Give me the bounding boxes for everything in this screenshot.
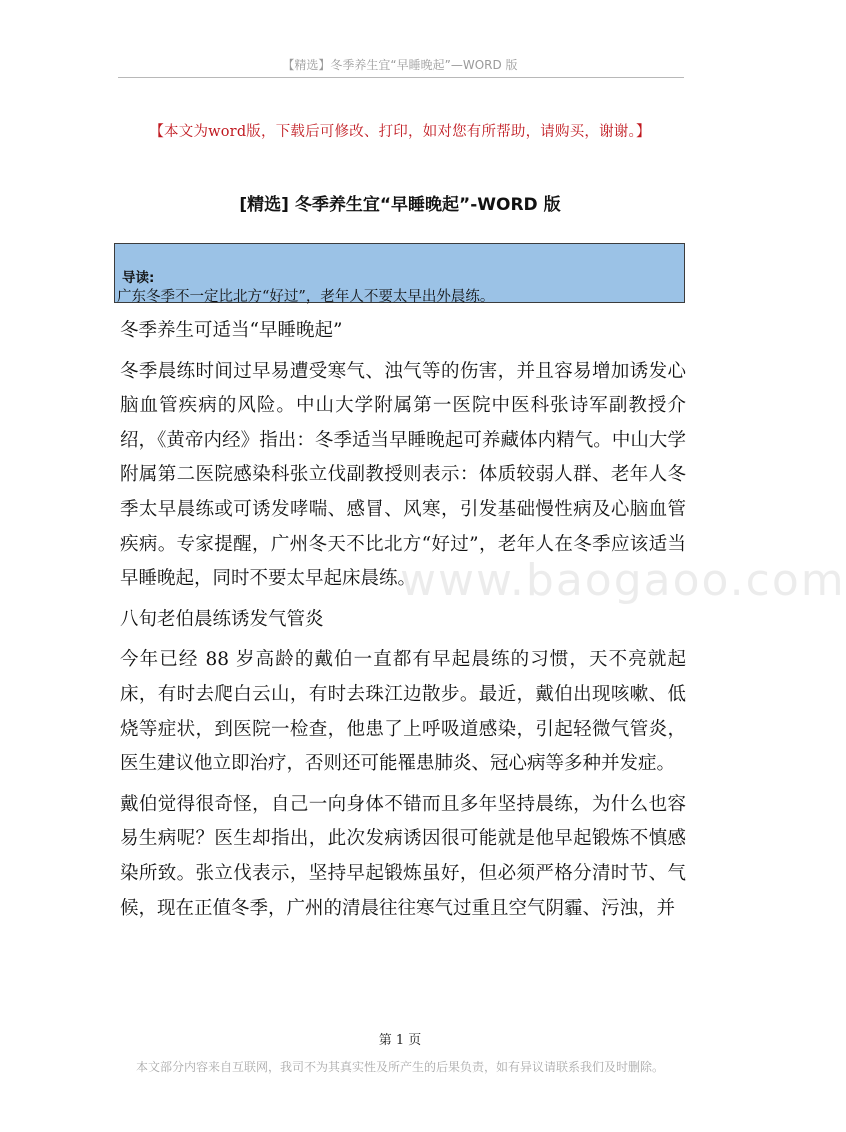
intro-box [114, 243, 685, 303]
intro-text: 广东冬季不一定比北方“好过”，老年人不要太早出外晨练。 [117, 289, 495, 305]
document-body [120, 314, 686, 926]
watermark: www.baogaoo.com [400, 555, 846, 606]
document-title: [精选] 冬季养生宜“早睡晚起”-WORD 版 [239, 195, 561, 215]
body-paragraph: 今年已经 88 岁高龄的戴伯一直都有早起晨练的习惯，天不亮就起床，有时去爬白云山，有时去珠江边散步。最近，戴伯出现咳嗽、低烧等症状，到医院一检查，他患了上呼吸道感染，引起轻微气管炎，医生建议他立即治疗，否则还可能罹患肺炎、冠心病等多种并发症。 [120, 649, 686, 775]
section-heading: 冬季养生可适当“早睡晚起” [120, 320, 343, 341]
running-header: 【精选】冬季养生宜“早睡晚起”—WORD 版 [282, 58, 518, 72]
purchase-notice: 【本文为word版，下载后可修改、打印，如对您有所帮助，请购买，谢谢。】 [149, 124, 651, 140]
intro-label: 导读: [122, 270, 155, 286]
footer-disclaimer: 本文部分内容来自互联网，我司不为其真实性及所产生的后果负责，如有异议请联系我们及时删除。 [135, 1060, 664, 1074]
body-paragraph: 戴伯觉得很奇怪，自己一向身体不错而且多年坚持晨练，为什么也容易生病呢？医生却指出，此次发病诱因很可能就是他早起锻炼不慎感染所致。张立伐表示，坚持早起锻炼虽好，但必须严格分清时节、气候，现在正值冬季，广州的清晨往往寒气过重且空气阴霾、污浊，并 [120, 793, 686, 919]
body-paragraph: 冬季晨练时间过早易遭受寒气、浊气等的伤害，并且容易增加诱发心脑血管疾病的风险。中山大学附属第一医院中医科张诗军副教授介绍，《黄帝内经》指出：冬季适当早睡晚起可养藏体内精气。中山大学附属第二医院感染科张立伐副教授则表示：体质较弱人群、老年人冬季太早晨练或可诱发哮喘、感冒、风寒，引发基础慢性病及心脑血管疾病。专家提醒，广州冬天不比北方“好过”，老年人在冬季应该适当早睡晚起，同时不要太早起床晨练。 [120, 360, 686, 590]
header-divider [118, 77, 684, 78]
page-number: 第 1 页 [378, 1033, 422, 1048]
section-heading: 八旬老伯晨练诱发气管炎 [120, 608, 324, 630]
